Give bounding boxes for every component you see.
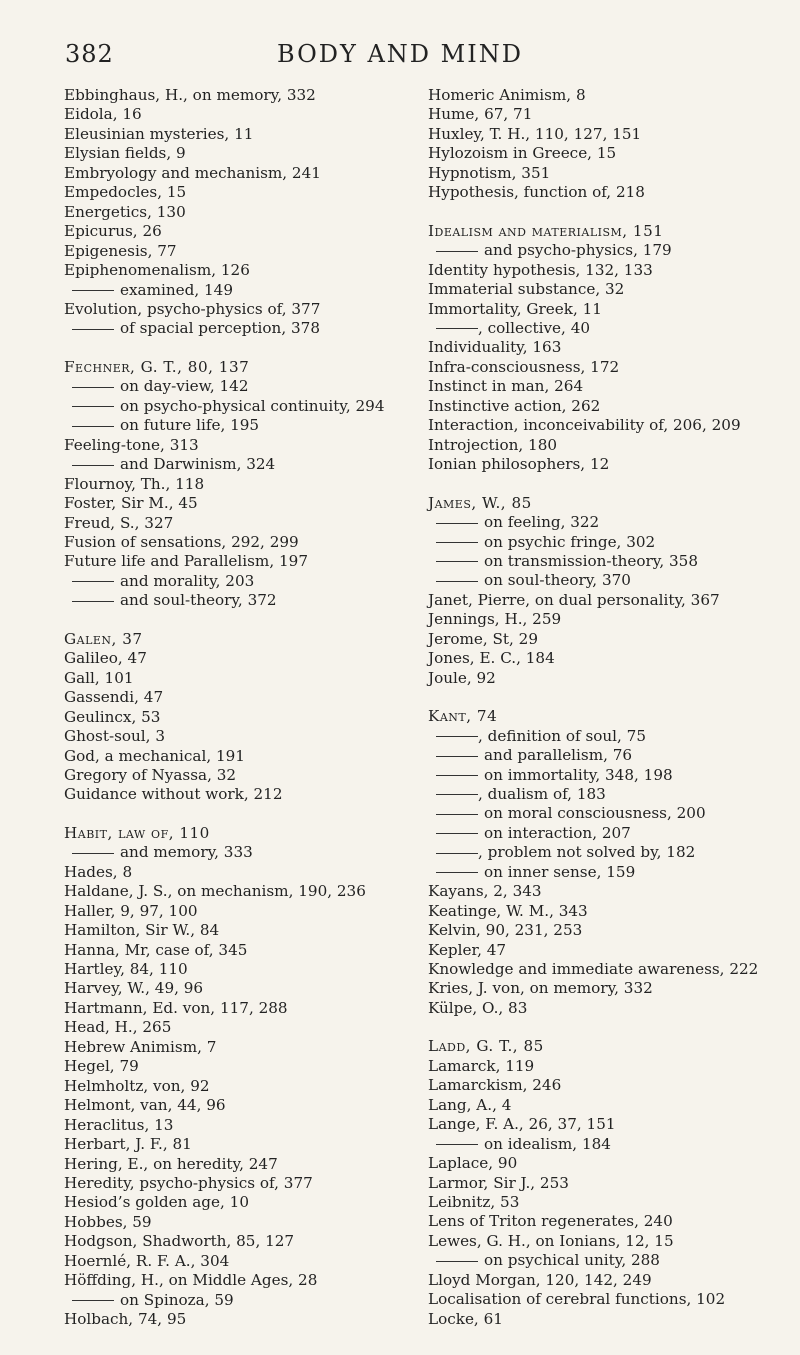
entry-text: Huxley, T. H., 110, 127, 151 bbox=[428, 124, 642, 143]
entry-text: Guidance without work, 212 bbox=[64, 785, 283, 804]
ditto-dash bbox=[72, 601, 114, 602]
section-gap bbox=[428, 1018, 798, 1037]
ditto-dash bbox=[436, 814, 478, 815]
entry-text: Embryology and mechanism, 241 bbox=[64, 163, 321, 182]
entry-text: Hylozoism in Greece, 15 bbox=[428, 144, 617, 163]
index-subentry bbox=[428, 824, 798, 843]
index-subentry bbox=[428, 1135, 798, 1154]
entry-text: Instinctive action, 262 bbox=[428, 396, 601, 415]
index-subentry bbox=[428, 533, 798, 552]
entry-text: Energetics, 130 bbox=[64, 202, 186, 221]
entry-text: , problem not solved by, 182 bbox=[478, 843, 696, 862]
entry-text: Jones, E. C., 184 bbox=[428, 649, 555, 668]
entry-text: Haller, 9, 97, 100 bbox=[64, 901, 198, 920]
entry-text: Ionian philosophers, 12 bbox=[428, 455, 610, 474]
index-entry bbox=[428, 610, 798, 629]
index-entry bbox=[428, 397, 798, 416]
entry-text: Kepler, 47 bbox=[428, 940, 507, 959]
entry-text: Gall, 101 bbox=[64, 668, 134, 687]
entry-text: Hodgson, Shadworth, 85, 127 bbox=[64, 1232, 295, 1251]
index-subentry bbox=[428, 241, 798, 260]
entry-text: on feeling, 322 bbox=[484, 513, 600, 532]
entry-text: and parallelism, 76 bbox=[484, 746, 633, 765]
ditto-dash bbox=[72, 406, 114, 407]
section-gap bbox=[428, 203, 798, 222]
entry-text: Hamilton, Sir W., 84 bbox=[64, 921, 220, 940]
entry-text: on immortality, 348, 198 bbox=[484, 765, 673, 784]
ditto-dash bbox=[72, 329, 114, 330]
entry-text: Empedocles, 15 bbox=[64, 183, 187, 202]
index-subentry bbox=[428, 1251, 798, 1270]
index-entry bbox=[64, 824, 394, 843]
index-entry bbox=[64, 1057, 394, 1076]
index-entry bbox=[64, 494, 394, 513]
entry-text: Hades, 8 bbox=[64, 862, 133, 881]
index-entry bbox=[64, 436, 394, 455]
index-entry bbox=[428, 1310, 798, 1329]
index-subentry bbox=[64, 319, 394, 338]
index-subentry bbox=[64, 572, 394, 591]
index-subentry bbox=[64, 843, 394, 862]
entry-text: Elysian fields, 9 bbox=[64, 144, 186, 163]
index-subentry bbox=[64, 377, 394, 396]
running-head: BODY AND MIND bbox=[277, 40, 523, 68]
entry-text: examined, 149 bbox=[120, 280, 234, 299]
entry-text: Lang, A., 4 bbox=[428, 1095, 512, 1114]
entry-text: Külpe, O., 83 bbox=[428, 998, 528, 1017]
index-entry bbox=[428, 1115, 798, 1134]
ditto-dash bbox=[72, 387, 114, 388]
index-subentry bbox=[428, 863, 798, 882]
entry-text: Janet, Pierre, on dual personality, 367 bbox=[428, 590, 720, 609]
ditto-dash bbox=[436, 794, 478, 795]
entry-text: Lens of Triton regenerates, 240 bbox=[428, 1212, 673, 1231]
index-entry bbox=[64, 261, 394, 280]
entry-text: Larmor, Sir J., 253 bbox=[428, 1173, 569, 1192]
index-subentry bbox=[428, 552, 798, 571]
index-entry bbox=[428, 455, 798, 474]
index-subentry bbox=[428, 727, 798, 746]
ditto-dash bbox=[436, 1261, 478, 1262]
ditto-dash bbox=[72, 853, 114, 854]
section-gap bbox=[428, 688, 798, 707]
entry-text: Head, H., 265 bbox=[64, 1018, 172, 1037]
entry-text: Harvey, W., 49, 96 bbox=[64, 979, 204, 998]
index-entry bbox=[428, 630, 798, 649]
entry-text: Gregory of Nyassa, 32 bbox=[64, 765, 237, 784]
entry-text: Lamarck, 119 bbox=[428, 1056, 535, 1075]
entry-text: Ladd, G. T., 85 bbox=[428, 1037, 544, 1056]
index-subentry bbox=[64, 416, 394, 435]
entry-text: Instinct in man, 264 bbox=[428, 377, 584, 396]
entry-text: Herbart, J. F., 81 bbox=[64, 1135, 192, 1154]
entry-text: Locke, 61 bbox=[428, 1309, 503, 1328]
index-entry bbox=[64, 785, 394, 804]
index-entry bbox=[64, 1135, 394, 1154]
entry-text: Hume, 67, 71 bbox=[428, 105, 533, 124]
entry-text: Hebrew Animism, 7 bbox=[64, 1037, 217, 1056]
entry-text: Höffding, H., on Middle Ages, 28 bbox=[64, 1271, 318, 1290]
index-column-left bbox=[64, 86, 394, 1330]
entry-text: on interaction, 207 bbox=[484, 823, 631, 842]
index-entry bbox=[428, 144, 798, 163]
entry-text: Holbach, 74, 95 bbox=[64, 1310, 187, 1329]
index-entry bbox=[428, 979, 798, 998]
index-entry bbox=[428, 1057, 798, 1076]
index-entry bbox=[64, 125, 394, 144]
entry-text: God, a mechanical, 191 bbox=[64, 746, 245, 765]
index-entry bbox=[64, 552, 394, 571]
index-entry bbox=[64, 164, 394, 183]
entry-text: on psychical unity, 288 bbox=[484, 1251, 660, 1270]
index-subentry bbox=[64, 281, 394, 300]
index-entry bbox=[428, 436, 798, 455]
entry-text: on transmission-theory, 358 bbox=[484, 551, 698, 570]
index-entry bbox=[64, 533, 394, 552]
entry-text: Hobbes, 59 bbox=[64, 1212, 152, 1231]
entry-text: Heredity, psycho-physics of, 377 bbox=[64, 1174, 313, 1193]
entry-text: Gassendi, 47 bbox=[64, 688, 164, 707]
entry-text: Localisation of cerebral functions, 102 bbox=[428, 1290, 726, 1309]
index-entry bbox=[64, 86, 394, 105]
index-entry bbox=[64, 1252, 394, 1271]
index-entry bbox=[64, 882, 394, 901]
index-entry bbox=[428, 164, 798, 183]
section-gap bbox=[64, 805, 394, 824]
index-entry bbox=[64, 863, 394, 882]
index-subentry bbox=[428, 785, 798, 804]
entry-text: Evolution, psycho-physics of, 377 bbox=[64, 299, 321, 318]
index-entry bbox=[428, 1174, 798, 1193]
entry-text: on psychic fringe, 302 bbox=[484, 532, 656, 551]
index-entry bbox=[64, 1271, 394, 1290]
index-entry bbox=[64, 649, 394, 668]
ditto-dash bbox=[436, 251, 478, 252]
ditto-dash bbox=[72, 581, 114, 582]
entry-text: Jennings, H., 259 bbox=[428, 610, 562, 629]
entry-text: of spacial perception, 378 bbox=[120, 319, 320, 338]
entry-text: Jerome, St, 29 bbox=[428, 629, 539, 648]
ditto-dash bbox=[436, 581, 478, 582]
entry-text: Geulincx, 53 bbox=[64, 707, 161, 726]
index-entry bbox=[428, 261, 798, 280]
index-entry bbox=[428, 902, 798, 921]
entry-text: James, W., 85 bbox=[428, 493, 532, 512]
index-entry bbox=[64, 475, 394, 494]
entry-text: on idealism, 184 bbox=[484, 1134, 611, 1153]
entry-text: on inner sense, 159 bbox=[484, 862, 636, 881]
index-entry bbox=[428, 1096, 798, 1115]
index-entry bbox=[428, 183, 798, 202]
index-entry bbox=[428, 377, 798, 396]
ditto-dash bbox=[72, 1300, 114, 1301]
section-gap bbox=[64, 339, 394, 358]
ditto-dash bbox=[436, 542, 478, 543]
index-entry bbox=[64, 183, 394, 202]
index-entry bbox=[428, 1154, 798, 1173]
entry-text: Foster, Sir M., 45 bbox=[64, 494, 198, 513]
entry-text: Haldane, J. S., on mechanism, 190, 236 bbox=[64, 882, 366, 901]
entry-text: Lange, F. A., 26, 37, 151 bbox=[428, 1115, 616, 1134]
entry-text: Kelvin, 90, 231, 253 bbox=[428, 921, 583, 940]
entry-text: Ghost-soul, 3 bbox=[64, 727, 165, 746]
ditto-dash bbox=[436, 328, 478, 329]
index-subentry bbox=[64, 397, 394, 416]
index-subentry bbox=[428, 319, 798, 338]
index-entry bbox=[428, 960, 798, 979]
index-entry bbox=[428, 941, 798, 960]
index-entry bbox=[428, 222, 798, 241]
entry-text: Hesiod’s golden age, 10 bbox=[64, 1193, 249, 1212]
index-subentry bbox=[428, 746, 798, 765]
entry-text: , collective, 40 bbox=[478, 318, 591, 337]
index-entry bbox=[64, 1018, 394, 1037]
entry-text: Keatinge, W. M., 343 bbox=[428, 901, 588, 920]
entry-text: on future life, 195 bbox=[120, 416, 260, 435]
entry-text: Lewes, G. H., on Ionians, 12, 15 bbox=[428, 1231, 674, 1250]
index-entry bbox=[64, 1213, 394, 1232]
entry-text: Epiphenomenalism, 126 bbox=[64, 261, 250, 280]
index-entry bbox=[64, 1174, 394, 1193]
entry-text: Future life and Parallelism, 197 bbox=[64, 552, 308, 571]
index-column-right bbox=[428, 86, 798, 1329]
ditto-dash bbox=[436, 561, 478, 562]
ditto-dash bbox=[436, 833, 478, 834]
index-entry bbox=[428, 280, 798, 299]
entry-text: Feeling-tone, 313 bbox=[64, 435, 199, 454]
entry-text: Lamarckism, 246 bbox=[428, 1076, 562, 1095]
ditto-dash bbox=[72, 290, 114, 291]
index-entry bbox=[64, 960, 394, 979]
index-entry bbox=[64, 1232, 394, 1251]
entry-text: Fechner, G. T., 80, 137 bbox=[64, 357, 250, 376]
entry-text: Hoernlé, R. F. A., 304 bbox=[64, 1251, 230, 1270]
index-entry bbox=[428, 1076, 798, 1095]
entry-text: Laplace, 90 bbox=[428, 1154, 518, 1173]
index-entry bbox=[428, 921, 798, 940]
entry-text: Hegel, 79 bbox=[64, 1057, 139, 1076]
entry-text: Freud, S., 327 bbox=[64, 513, 174, 532]
entry-text: Eleusinian mysteries, 11 bbox=[64, 124, 254, 143]
entry-text: Helmholtz, von, 92 bbox=[64, 1076, 210, 1095]
entry-text: Homeric Animism, 8 bbox=[428, 86, 586, 104]
ditto-dash bbox=[436, 1144, 478, 1145]
index-entry bbox=[428, 1037, 798, 1056]
index-entry bbox=[64, 1077, 394, 1096]
entry-text: Epigenesis, 77 bbox=[64, 241, 177, 260]
ditto-dash bbox=[436, 756, 478, 757]
index-entry bbox=[64, 979, 394, 998]
entry-text: Hartmann, Ed. von, 117, 288 bbox=[64, 998, 288, 1017]
ditto-dash bbox=[436, 523, 478, 524]
entry-text: Hanna, Mr, case of, 345 bbox=[64, 940, 248, 959]
index-entry bbox=[64, 144, 394, 163]
index-entry bbox=[64, 688, 394, 707]
entry-text: Heraclitus, 13 bbox=[64, 1115, 174, 1134]
entry-text: and morality, 203 bbox=[120, 571, 255, 590]
index-entry bbox=[64, 1310, 394, 1329]
index-entry bbox=[64, 514, 394, 533]
entry-text: Lloyd Morgan, 120, 142, 249 bbox=[428, 1270, 652, 1289]
index-entry bbox=[64, 902, 394, 921]
index-entry bbox=[64, 358, 394, 377]
index-entry bbox=[64, 669, 394, 688]
index-subentry bbox=[64, 455, 394, 474]
index-subentry bbox=[64, 591, 394, 610]
entry-text: Ebbinghaus, H., on memory, 332 bbox=[64, 86, 316, 104]
ditto-dash bbox=[72, 426, 114, 427]
entry-text: Immortality, Greek, 11 bbox=[428, 299, 602, 318]
index-entry bbox=[428, 1212, 798, 1231]
entry-text: and soul-theory, 372 bbox=[120, 591, 277, 610]
ditto-dash bbox=[436, 775, 478, 776]
index-entry bbox=[64, 921, 394, 940]
index-entry bbox=[64, 708, 394, 727]
entry-text: Joule, 92 bbox=[428, 668, 496, 687]
entry-text: Fusion of sensations, 292, 299 bbox=[64, 532, 299, 551]
index-entry bbox=[428, 591, 798, 610]
index-entry bbox=[428, 1193, 798, 1212]
index-entry bbox=[428, 649, 798, 668]
entry-text: Individuality, 163 bbox=[428, 338, 562, 357]
index-entry bbox=[428, 494, 798, 513]
index-entry bbox=[64, 941, 394, 960]
entry-text: Kayans, 2, 343 bbox=[428, 882, 542, 901]
entry-text: Introjection, 180 bbox=[428, 435, 558, 454]
ditto-dash bbox=[436, 736, 478, 737]
section-gap bbox=[428, 475, 798, 494]
index-entry bbox=[428, 416, 798, 435]
entry-text: on soul-theory, 370 bbox=[484, 571, 631, 590]
index-entry bbox=[64, 766, 394, 785]
entry-text: Interaction, inconceivability of, 206, 209 bbox=[428, 416, 741, 435]
index-entry bbox=[64, 999, 394, 1018]
entry-text: Identity hypothesis, 132, 133 bbox=[428, 260, 653, 279]
entry-text: on psycho-physical continuity, 294 bbox=[120, 396, 385, 415]
index-entry bbox=[428, 125, 798, 144]
entry-text: Habit, law of, 110 bbox=[64, 823, 210, 842]
entry-text: and Darwinism, 324 bbox=[120, 455, 276, 474]
entry-text: Infra-consciousness, 172 bbox=[428, 357, 620, 376]
entry-text: on Spinoza, 59 bbox=[120, 1290, 234, 1309]
index-entry bbox=[428, 358, 798, 377]
index-entry bbox=[64, 222, 394, 241]
entry-text: Immaterial substance, 32 bbox=[428, 280, 625, 299]
index-entry bbox=[64, 1038, 394, 1057]
index-entry bbox=[428, 882, 798, 901]
entry-text: , definition of soul, 75 bbox=[478, 726, 646, 745]
index-entry bbox=[428, 1271, 798, 1290]
index-entry bbox=[428, 1290, 798, 1309]
entry-text: and memory, 333 bbox=[120, 843, 253, 862]
index-entry bbox=[64, 105, 394, 124]
entry-text: Hartley, 84, 110 bbox=[64, 960, 188, 979]
section-gap bbox=[64, 611, 394, 630]
entry-text: on day-view, 142 bbox=[120, 377, 249, 396]
entry-text: Flournoy, Th., 118 bbox=[64, 474, 205, 493]
entry-text: Galen, 37 bbox=[64, 629, 143, 648]
ditto-dash bbox=[436, 872, 478, 873]
index-entry bbox=[64, 1116, 394, 1135]
index-entry bbox=[428, 105, 798, 124]
index-entry bbox=[64, 1193, 394, 1212]
index-entry bbox=[64, 1096, 394, 1115]
entry-text: on moral consciousness, 200 bbox=[484, 804, 706, 823]
entry-text: Eidola, 16 bbox=[64, 105, 142, 124]
entry-text: Kries, J. von, on memory, 332 bbox=[428, 979, 653, 998]
index-entry bbox=[64, 747, 394, 766]
entry-text: Hypothesis, function of, 218 bbox=[428, 183, 645, 202]
page-header bbox=[0, 40, 800, 80]
index-entry bbox=[64, 727, 394, 746]
page-number: 382 bbox=[65, 40, 114, 68]
ditto-dash bbox=[436, 853, 478, 854]
index-entry bbox=[428, 999, 798, 1018]
entry-text: Galileo, 47 bbox=[64, 649, 147, 668]
entry-text: Kant, 74 bbox=[428, 707, 498, 726]
index-entry bbox=[64, 242, 394, 261]
entry-text: Epicurus, 26 bbox=[64, 222, 162, 241]
index-entry bbox=[428, 1232, 798, 1251]
index-subentry bbox=[428, 843, 798, 862]
index-entry bbox=[428, 707, 798, 726]
index-entry bbox=[428, 86, 798, 105]
entry-text: Knowledge and immediate awareness, 222 bbox=[428, 960, 759, 979]
index-entry bbox=[64, 1155, 394, 1174]
index-subentry bbox=[64, 1291, 394, 1310]
ditto-dash bbox=[72, 465, 114, 466]
entry-text: Hypnotism, 351 bbox=[428, 163, 551, 182]
entry-text: Leibnitz, 53 bbox=[428, 1193, 520, 1212]
index-subentry bbox=[428, 766, 798, 785]
index-entry bbox=[428, 669, 798, 688]
index-subentry bbox=[428, 513, 798, 532]
entry-text: Helmont, van, 44, 96 bbox=[64, 1096, 226, 1115]
entry-text: Idealism and materialism, 151 bbox=[428, 221, 664, 240]
index-entry bbox=[428, 300, 798, 319]
index-entry bbox=[64, 300, 394, 319]
index-entry bbox=[64, 630, 394, 649]
index-subentry bbox=[428, 804, 798, 823]
index-subentry bbox=[428, 571, 798, 590]
entry-text: Hering, E., on heredity, 247 bbox=[64, 1154, 278, 1173]
entry-text: and psycho-physics, 179 bbox=[484, 241, 672, 260]
index-entry bbox=[64, 203, 394, 222]
entry-text: , dualism of, 183 bbox=[478, 784, 606, 803]
index-entry bbox=[428, 338, 798, 357]
